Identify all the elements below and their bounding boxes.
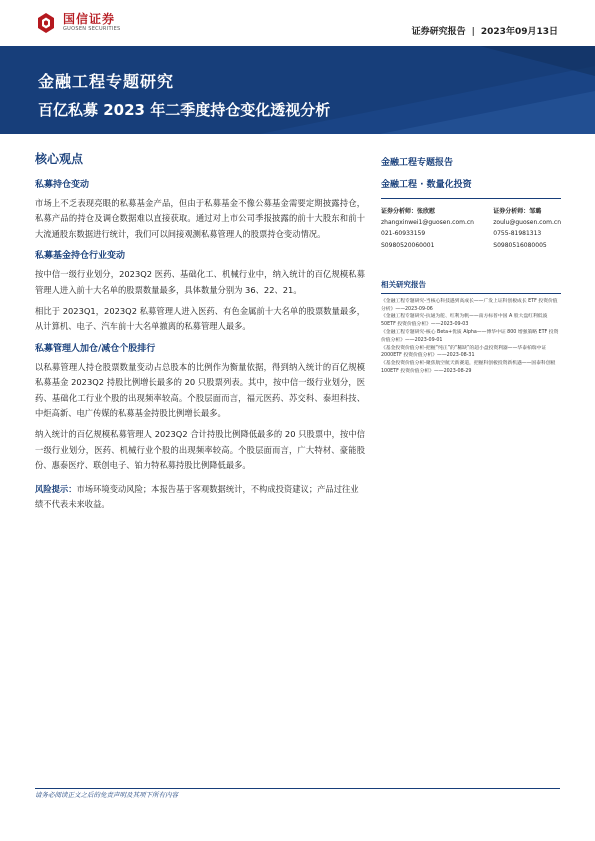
core-views-column <box>35 150 365 513</box>
analyst-cert: S0980520060001 <box>381 241 435 249</box>
related-reports-title: 相关研究报告 <box>381 279 426 289</box>
section-heading: 私募管理人加仓/减仓个股排行 <box>35 343 156 354</box>
sidebar-category: 金融工程 · 数量化投资 <box>381 180 472 190</box>
analyst-email[interactable]: zhangxinwei1@guosen.com.cn <box>381 219 474 227</box>
brand-name-cn: 国信证券 <box>63 12 116 26</box>
related-report-item[interactable]: 《基金投资价值分析-聚焦航空航天新赛道，把握科创板投资新机遇——国泰科创板 100ETF 投资价值分析》——2023-08-29 <box>381 361 556 374</box>
core-views-title: 核心观点 <box>35 152 84 166</box>
footer-divider <box>35 788 560 789</box>
brand-logo <box>35 12 121 34</box>
risk-warning <box>35 482 365 513</box>
risk-text: 市场环境变动风险；本报告基于客观数据统计，不构成投资建议；产品过往业绩不代表未来收益。 <box>35 483 359 510</box>
related-report-item[interactable]: 《金融工程专题研究-抗通为舵、红利为帆——南方标普中国 A 股大盘红利低波 50ETF 投资价值分析》——2023-09-03 <box>381 314 548 328</box>
paragraph: 以私募管理人持仓股票数量变动占总股本的比例作为衡量依据，得到纳入统计的百亿规模私募基金 2023Q2 持股比例增长最多的 20 只股票列表。其中，按中信一级行业划分，医药、基础化工行业个股的出现频率较高。个股层面而言，福元医药、苏交科、泰坦科技、中炬高新、电广传媒的私募基金持股比例增长最多。 <box>35 361 365 419</box>
analyst-phone: 0755-81981313 <box>493 230 542 238</box>
paragraph: 市场上不乏表现亮眼的私募基金产品，但由于私募基金不像公募基金需要定期披露持仓，私募产品的持仓及调仓数据难以直接获取。通过对上市公司季报披露的前十大股东和前十大流通股东数据进行统计，我们可以间接观测私募管理人的股票持仓变动情况。 <box>35 198 365 239</box>
analyst-list <box>381 206 561 251</box>
page-header <box>0 0 595 46</box>
report-date: 2023年09月13日 <box>480 27 558 37</box>
report-title: 百亿私募 2023 年二季度持仓变化透视分析 <box>38 101 331 119</box>
brand-name-en: GUOSEN SECURITIES <box>63 26 121 32</box>
sidebar-column <box>381 155 561 376</box>
analyst-card <box>381 206 474 251</box>
disclaimer-note: 请务必阅读正文之后的免责声明及其项下所有内容 <box>35 791 178 799</box>
analyst-cert: S0980516080005 <box>493 241 547 249</box>
section-heading: 私募持仓变动 <box>35 180 90 190</box>
risk-label: 风险提示： <box>35 483 77 494</box>
meta-divider: | <box>471 27 475 37</box>
paragraph: 相比于 2023Q1，2023Q2 私募管理人进入医药、有色金属前十大名单的股票数量最多，从计算机、电子、汽车前十大名单撤离的私募管理人最多。 <box>35 306 365 332</box>
paragraph: 按中信一级行业划分，2023Q2 医药、基础化工、机械行业中，纳入统计的百亿规模私募管理人进入前十大名单的股票数量最多，具体数量分别为 36、22、21。 <box>35 269 365 295</box>
report-meta <box>412 24 558 37</box>
related-report-item[interactable]: 《金融工程专题研究-核心 Beta+优质 Alpha——博华中证 800 增强策略 ETF 投资价值分析》——2023-09-01 <box>381 330 559 343</box>
analyst-card <box>493 206 561 251</box>
paragraph: 纳入统计的百亿规模私募管理人 2023Q2 合计持股比例降低最多的 20 只股票中，按中信一级行业划分，医药、机械行业个股的出现频率较高。个股层面而言，广大特材、豪能股份、惠泰医疗、联创电子、铂力特私募持股比例降低最多。 <box>35 429 365 471</box>
related-report-item[interactable]: 《金融工程专题研究-当核心科技遇到高成长——广发上证科创板成长 ETF 投资价值分析》——2023-09-06 <box>381 298 558 312</box>
report-type: 证券研究报告 <box>411 27 466 37</box>
divider <box>381 293 561 294</box>
analyst-label: 证券分析师：邹璐 <box>493 208 542 215</box>
analyst-email[interactable]: zoulu@guosen.com.cn <box>493 219 561 227</box>
report-category-title: 金融工程专题研究 <box>38 72 175 91</box>
analyst-label: 证券分析师：张欣慰 <box>381 208 436 215</box>
sidebar-report-type: 金融工程专题报告 <box>381 158 454 168</box>
analyst-phone: 021-60933159 <box>381 230 426 238</box>
divider <box>381 198 561 199</box>
related-report-item[interactable]: 《基金投资价值分析-把握“纯正”的“稀缺”的超小盘投资利器——华泰柏瑞中证 2000ETF 投资价值分析》——2023-08-31 <box>381 345 547 359</box>
guosen-logo-icon <box>35 12 57 34</box>
section-heading: 私募基金持仓行业变动 <box>35 251 126 262</box>
title-banner <box>0 46 595 134</box>
